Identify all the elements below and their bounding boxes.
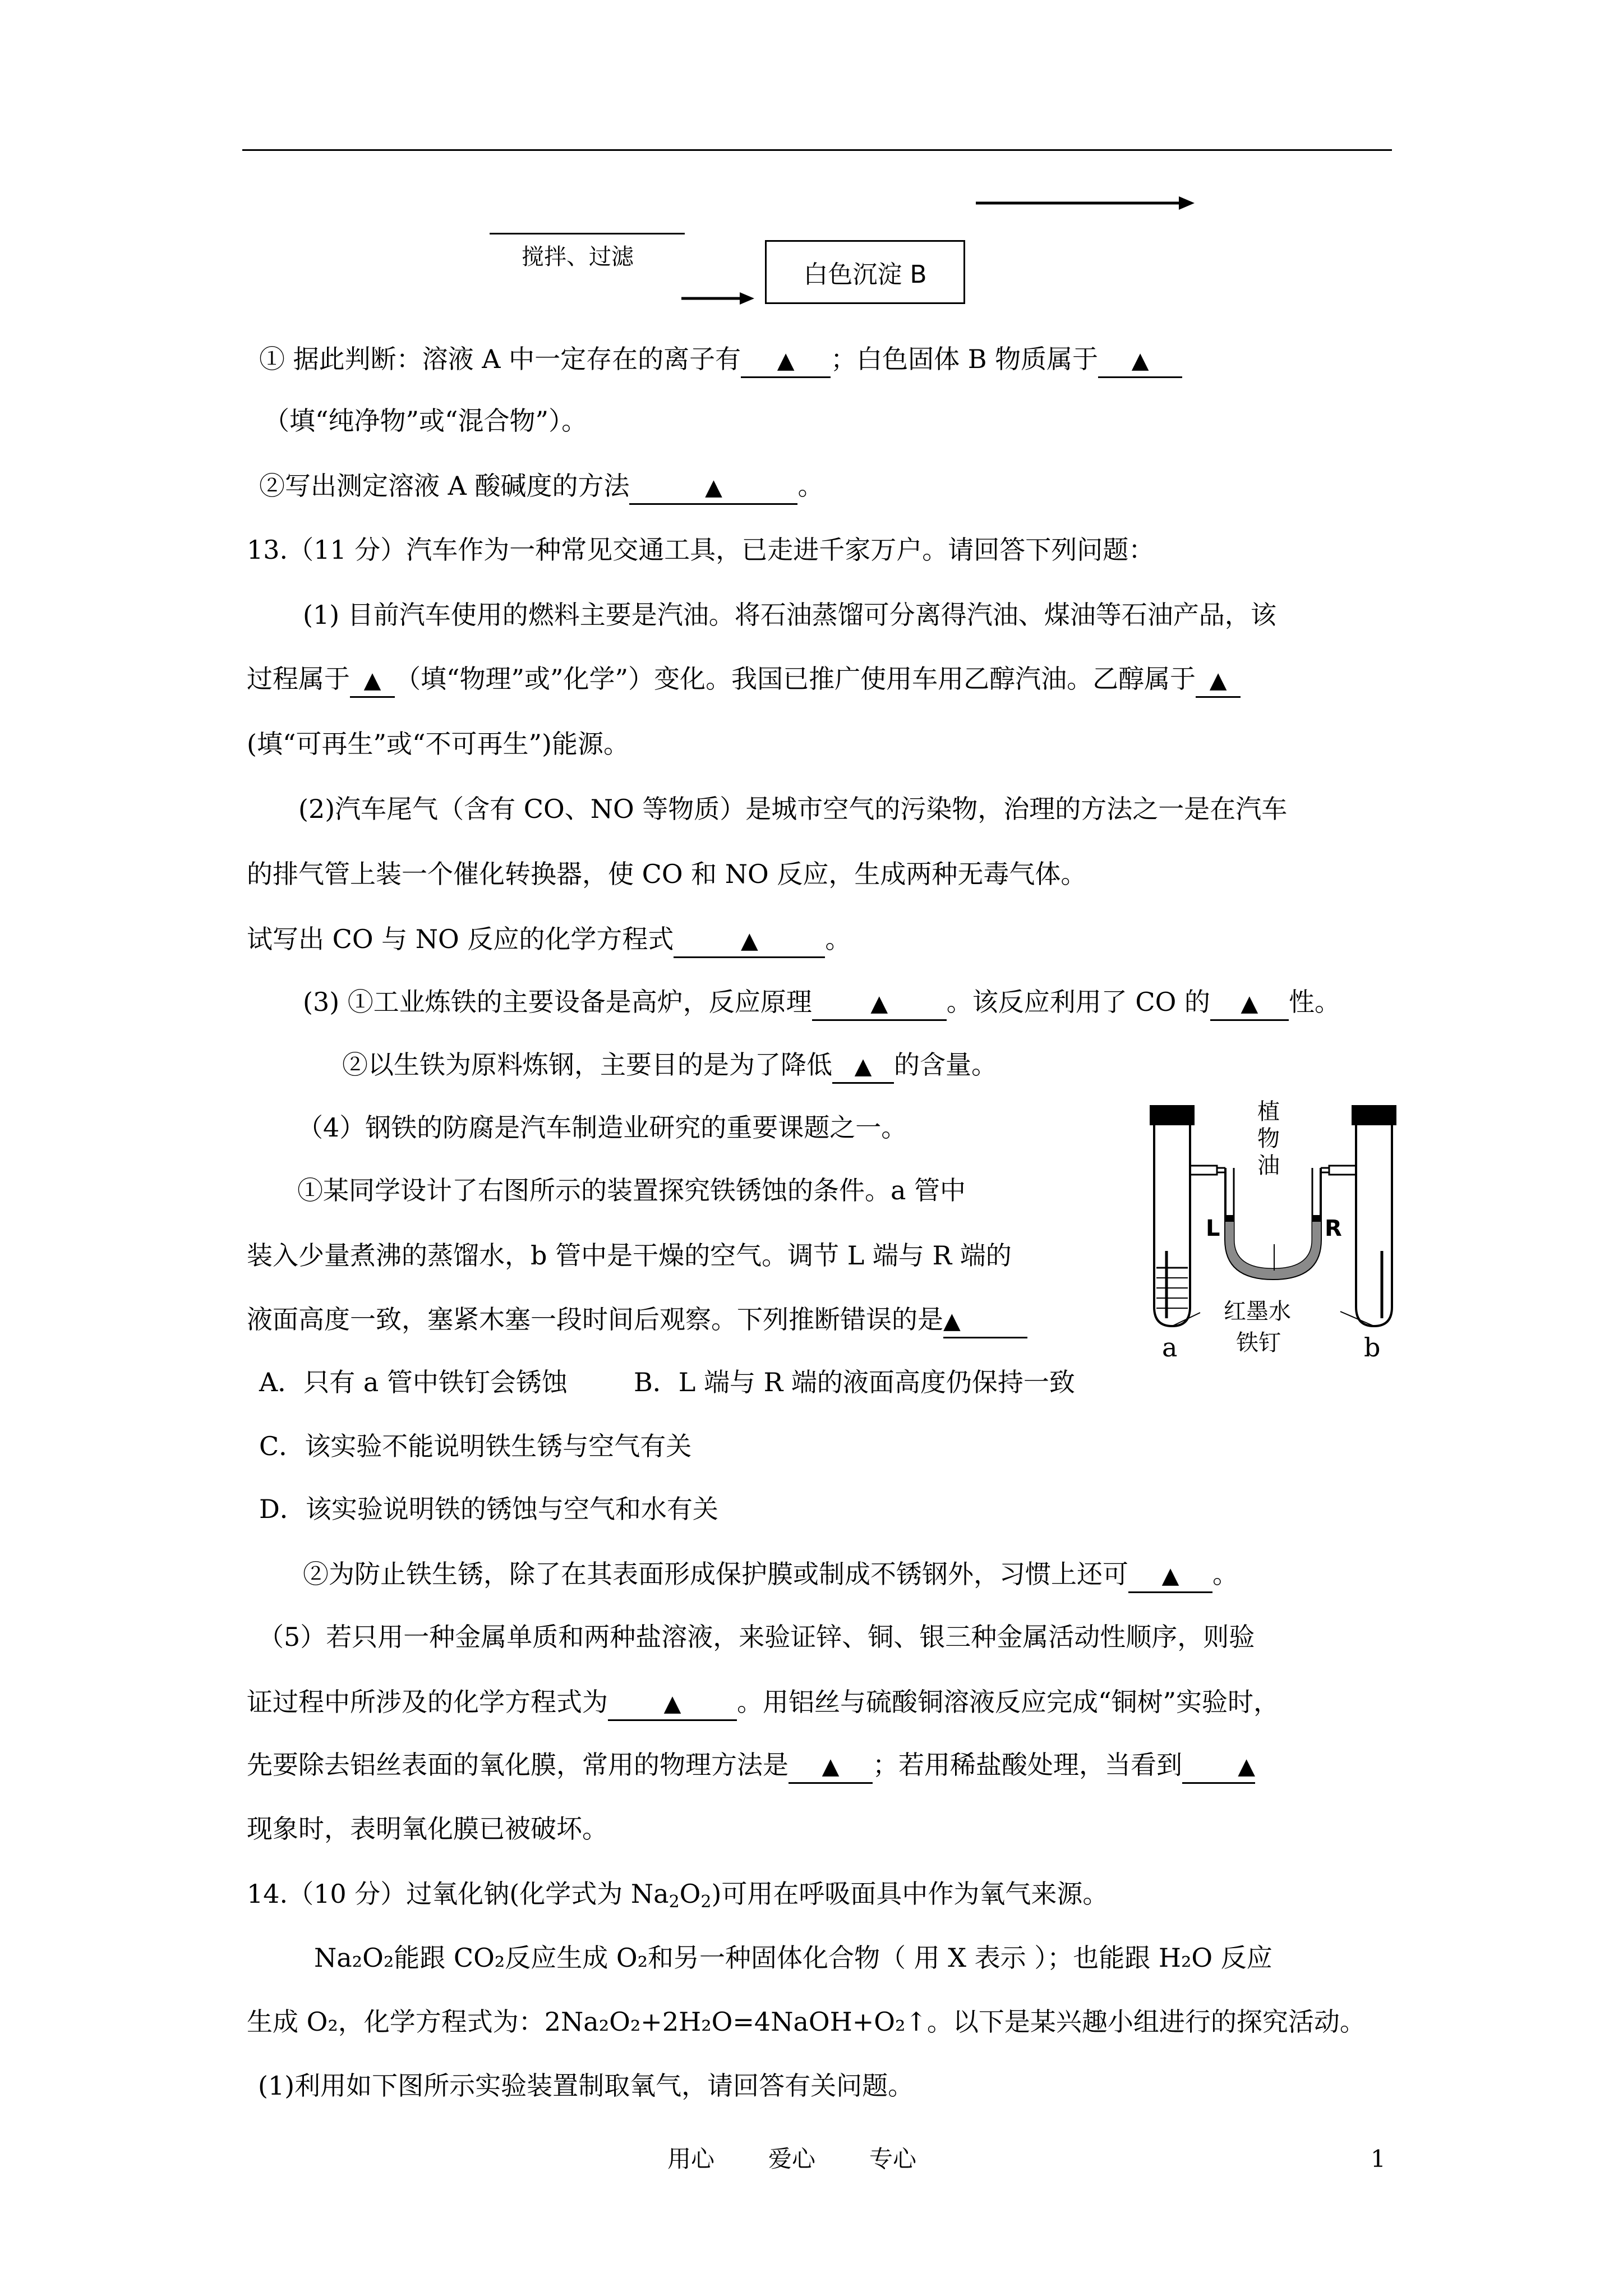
right-end-label: R	[1325, 1216, 1342, 1241]
answer-blank[interactable]: ▲	[832, 1049, 894, 1084]
answer-blank[interactable]: ▲	[1210, 986, 1289, 1021]
answer-blank[interactable]: ▲	[1098, 343, 1182, 378]
answer-blank[interactable]: ▲	[629, 470, 797, 505]
header-rule	[242, 149, 1392, 151]
q13-p4-line4: 液面高度一致，塞紧木塞一段时间后观察。下列推断错误的是▲	[247, 1303, 1027, 1338]
answer-blank[interactable]: ▲	[674, 923, 825, 958]
q13-p5-line3: 先要除去铝丝表面的氧化膜，常用的物理方法是 ▲ ；若用稀盐酸处理，当看到 ▲	[247, 1748, 1255, 1784]
option-a: A．只有 a 管中铁钉会锈蚀	[259, 1367, 568, 1397]
left-end-label: L	[1206, 1216, 1220, 1241]
flow-step-label: 搅拌、过滤	[522, 244, 634, 270]
ink-label: 红墨水	[1224, 1299, 1291, 1324]
answer-blank[interactable]: ▲	[812, 986, 947, 1021]
footer-motto-1: 用心	[667, 2145, 715, 2173]
flow-arrow-bottom	[681, 288, 754, 309]
option-c: C．该实验不能说明铁生锈与空气有关	[259, 1431, 692, 1461]
q13-p4-line2: ①某同学设计了右图所示的装置探究铁锈蚀的条件。a 管中	[297, 1175, 966, 1205]
q13-p1-line2: 过程属于 ▲ （填“物理”或”化学”）变化。我国已推广使用车用乙醇汽油。乙醇属于 ▲	[247, 662, 1241, 698]
footer-motto-2: 爱心	[768, 2145, 816, 2173]
answer-blank[interactable]: ▲	[789, 1749, 873, 1784]
footer-motto-3: 专心	[869, 2145, 917, 2173]
option-d: D．该实验说明铁的锈蚀与空气和水有关	[259, 1494, 718, 1524]
answer-blank[interactable]: ▲	[1196, 663, 1241, 698]
q14-line2: Na₂O₂能跟 CO₂反应生成 O₂和另一种固体化合物（ 用 X 表示 ）；也能跟 H₂O 反应	[314, 1943, 1272, 1973]
q12-line3: ②写出测定溶液 A 酸碱度的方法 ▲ 。	[259, 469, 823, 505]
q13-p4-line1: （4）钢铁的防腐是汽车制造业研究的重要课题之一。	[297, 1112, 907, 1143]
q13-p1-line3: (填“可再生”或“不可再生”)能源。	[247, 729, 629, 759]
q14-line3: 生成 O₂，化学方程式为：2Na₂O₂+2H₂O=4NaOH+O₂↑。以下是某兴趣小组进行的探究活动。	[247, 2007, 1366, 2037]
q13-p5-line4: 现象时，表明氧化膜已被破坏。	[247, 1814, 608, 1844]
q13-p5-line1: （5）若只用一种金属单质和两种盐溶液，来验证锌、铜、银三种金属活动性顺序，则验	[258, 1622, 1255, 1652]
tube-b-label: b	[1364, 1332, 1381, 1363]
q13-heading: 13.（11 分）汽车作为一种常见交通工具，已走进千家万户。请回答下列问题：	[247, 535, 1155, 565]
nail-label: 铁钉	[1236, 1330, 1281, 1356]
q13-p4-line3: 装入少量煮沸的蒸馏水，b 管中是干燥的空气。调节 L 端与 R 端的	[247, 1240, 1012, 1271]
white-precipitate-label: 白色沉淀 B	[803, 260, 927, 289]
q13-p2-line1: (2)汽车尾气（含有 CO、NO 等物质）是城市空气的污染物，治理的方法之一是在汽车	[298, 794, 1288, 824]
q13-p2-line3: 试写出 CO 与 NO 反应的化学方程式 ▲ 。	[247, 922, 851, 958]
q12-line1: ① 据此判断：溶液 A 中一定存在的离子有 ▲ ；白色固体 B 物质属于 ▲	[259, 342, 1182, 378]
q14-line4: (1)利用如下图所示实验装置制取氧气，请回答有关问题。	[258, 2070, 914, 2101]
white-precipitate-box	[765, 240, 965, 304]
answer-blank[interactable]: ▲	[608, 1686, 737, 1721]
page-number: 1	[1371, 2145, 1386, 2173]
answer-blank[interactable]: ▲	[1128, 1558, 1212, 1593]
answer-blank[interactable]: ▲	[350, 663, 395, 698]
rust-experiment-figure	[1127, 1099, 1419, 1369]
q13-p4-line5: ②为防止铁生锈，除了在其表面形成保护膜或制成不锈钢外，习惯上还可 ▲ 。	[303, 1557, 1238, 1593]
answer-blank[interactable]: ▲	[741, 343, 831, 378]
q13-p3-line2: ②以生铁为原料炼钢，主要目的是为了降低 ▲ 的含量。	[342, 1048, 997, 1084]
q13-p1-line1: (1) 目前汽车使用的燃料主要是汽油。将石油蒸馏可分离得汽油、煤油等石油产品，该	[303, 600, 1276, 630]
q14-heading: 14.（10 分）过氧化钠(化学式为 $Na_2O_2$)可用在呼吸面具中作为氧气来源。	[247, 1879, 1109, 1912]
q13-p3-line1: (3) ①工业炼铁的主要设备是高炉，反应原理 ▲ 。该反应利用了 CO 的 ▲ 性。	[303, 985, 1340, 1021]
tube-a-label: a	[1162, 1332, 1178, 1363]
oil-label: 植物油	[1257, 1099, 1280, 1179]
option-b: B．L 端与 R 端的液面高度仍保持一致	[634, 1367, 1075, 1397]
flow-step-rule	[490, 233, 685, 234]
flow-arrow-top	[976, 192, 1195, 214]
q12-line2: （填“纯净物”或“混合物”）。	[264, 406, 588, 436]
q13-p2-line2: 的排气管上装一个催化转换器，使 CO 和 NO 反应，生成两种无毒气体。	[247, 859, 1087, 889]
answer-blank[interactable]: ▲	[943, 1304, 1027, 1338]
answer-blank[interactable]: ▲	[1182, 1749, 1255, 1784]
q13-p5-line2: 证过程中所涉及的化学方程式为 ▲ 。用铝丝与硫酸铜溶液反应完成“铜树”实验时，	[247, 1685, 1279, 1721]
